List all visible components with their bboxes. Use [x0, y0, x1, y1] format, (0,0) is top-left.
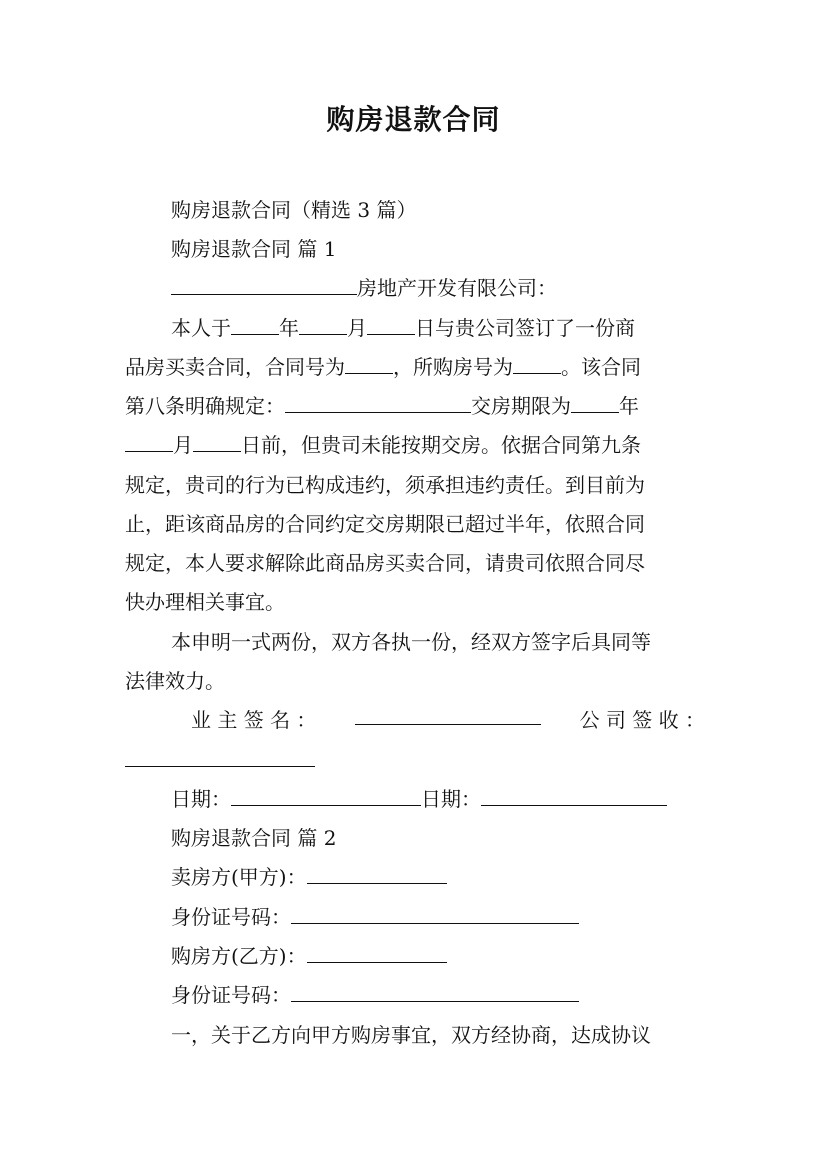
company-date-label: 日期： — [421, 787, 481, 811]
buyer-id-blank — [291, 977, 579, 1002]
text-segment: 年 — [279, 316, 299, 340]
document-title: 购房退款合同 — [326, 103, 501, 136]
text-segment: ，所购房号为 — [393, 355, 513, 379]
text-segment: 本人于 — [171, 316, 231, 340]
seller-line — [125, 857, 751, 897]
date-line — [125, 779, 751, 819]
text-segment: 年 — [619, 394, 639, 418]
seller-id-blank — [291, 899, 579, 924]
day-blank — [367, 310, 415, 335]
owner-signature-blank — [355, 700, 541, 725]
seller-label: 卖房方(甲方)： — [171, 865, 307, 889]
buyer-blank — [307, 938, 447, 963]
text-segment: 日与贵公司签订了一份商 — [415, 316, 635, 340]
text-segment: 月 — [173, 433, 193, 457]
section-heading-2 — [125, 818, 751, 858]
clause-blank — [285, 388, 471, 413]
text-segment: 一，关于乙方向甲方购房事宜，双方经协商，达成协议 — [171, 1023, 651, 1047]
text-segment: 日前，但贵司未能按期交房。依据合同第九条 — [241, 433, 641, 457]
buyer-id-label: 身份证号码： — [171, 983, 291, 1007]
paragraph-line — [125, 465, 705, 505]
text-segment: 法律效力。 — [125, 669, 225, 693]
paragraph-line — [125, 425, 705, 465]
year-blank — [231, 310, 279, 335]
company-receipt-blank — [125, 742, 315, 767]
text-segment: 规定，贵司的行为已构成违约，须承担违约责任。到目前为 — [125, 473, 645, 497]
company-date-blank — [481, 781, 667, 806]
company-receipt-label: 公 司 签 收 ： — [579, 708, 705, 732]
buyer-id-line — [125, 975, 751, 1015]
owner-date-blank — [231, 781, 421, 806]
paragraph-line — [125, 582, 705, 622]
text-segment: 本申明一式两份，双方各执一份，经双方签字后具同等 — [171, 630, 651, 654]
text-segment: 交房期限为 — [471, 394, 571, 418]
month-blank — [299, 310, 347, 335]
signature-line — [125, 700, 705, 740]
paragraph-line — [125, 386, 705, 426]
text-segment: 第八条明确规定： — [125, 394, 285, 418]
deadline-day-blank — [193, 427, 241, 452]
house-number-blank — [513, 349, 561, 374]
section-heading-text: 购房退款合同 篇 2 — [171, 826, 337, 850]
text-segment: 规定，本人要求解除此商品房买卖合同，请贵司依照合同尽 — [125, 551, 645, 575]
text-segment: 快办理相关事宜。 — [125, 590, 285, 614]
contract-number-blank — [345, 349, 393, 374]
paragraph-line — [125, 308, 751, 348]
section-heading-text: 购房退款合同 篇 1 — [171, 237, 337, 261]
text-segment: 。该合同 — [561, 355, 641, 379]
text-segment: 品房买卖合同，合同号为 — [125, 355, 345, 379]
paragraph-line — [125, 504, 705, 544]
deadline-year-blank — [571, 388, 619, 413]
owner-signature-label: 业 主 签 名 ： — [191, 708, 317, 732]
owner-date-label: 日期： — [171, 787, 231, 811]
addressee-text: 房地产开发有限公司： — [357, 276, 557, 300]
seller-id-line — [125, 897, 751, 937]
text-segment: 止，距该商品房的合同约定交房期限已超过半年，依照合同 — [125, 512, 645, 536]
company-name-blank — [171, 270, 357, 295]
seller-id-label: 身份证号码： — [171, 905, 291, 929]
addressee-line — [125, 268, 751, 308]
paragraph-line — [125, 347, 705, 387]
paragraph-line — [125, 622, 751, 662]
buyer-line — [125, 936, 751, 976]
buyer-label: 购房方(乙方)： — [171, 944, 307, 968]
seller-blank — [307, 859, 447, 884]
subtitle-text: 购房退款合同（精选 3 篇） — [171, 198, 417, 222]
text-segment: 月 — [347, 316, 367, 340]
paragraph-line — [125, 543, 705, 583]
signature-continuation-line — [125, 740, 705, 780]
deadline-month-blank — [125, 427, 173, 452]
section-heading-1 — [125, 229, 751, 269]
paragraph-line — [125, 1015, 751, 1055]
paragraph-line — [125, 661, 705, 701]
subtitle-line — [125, 190, 751, 230]
